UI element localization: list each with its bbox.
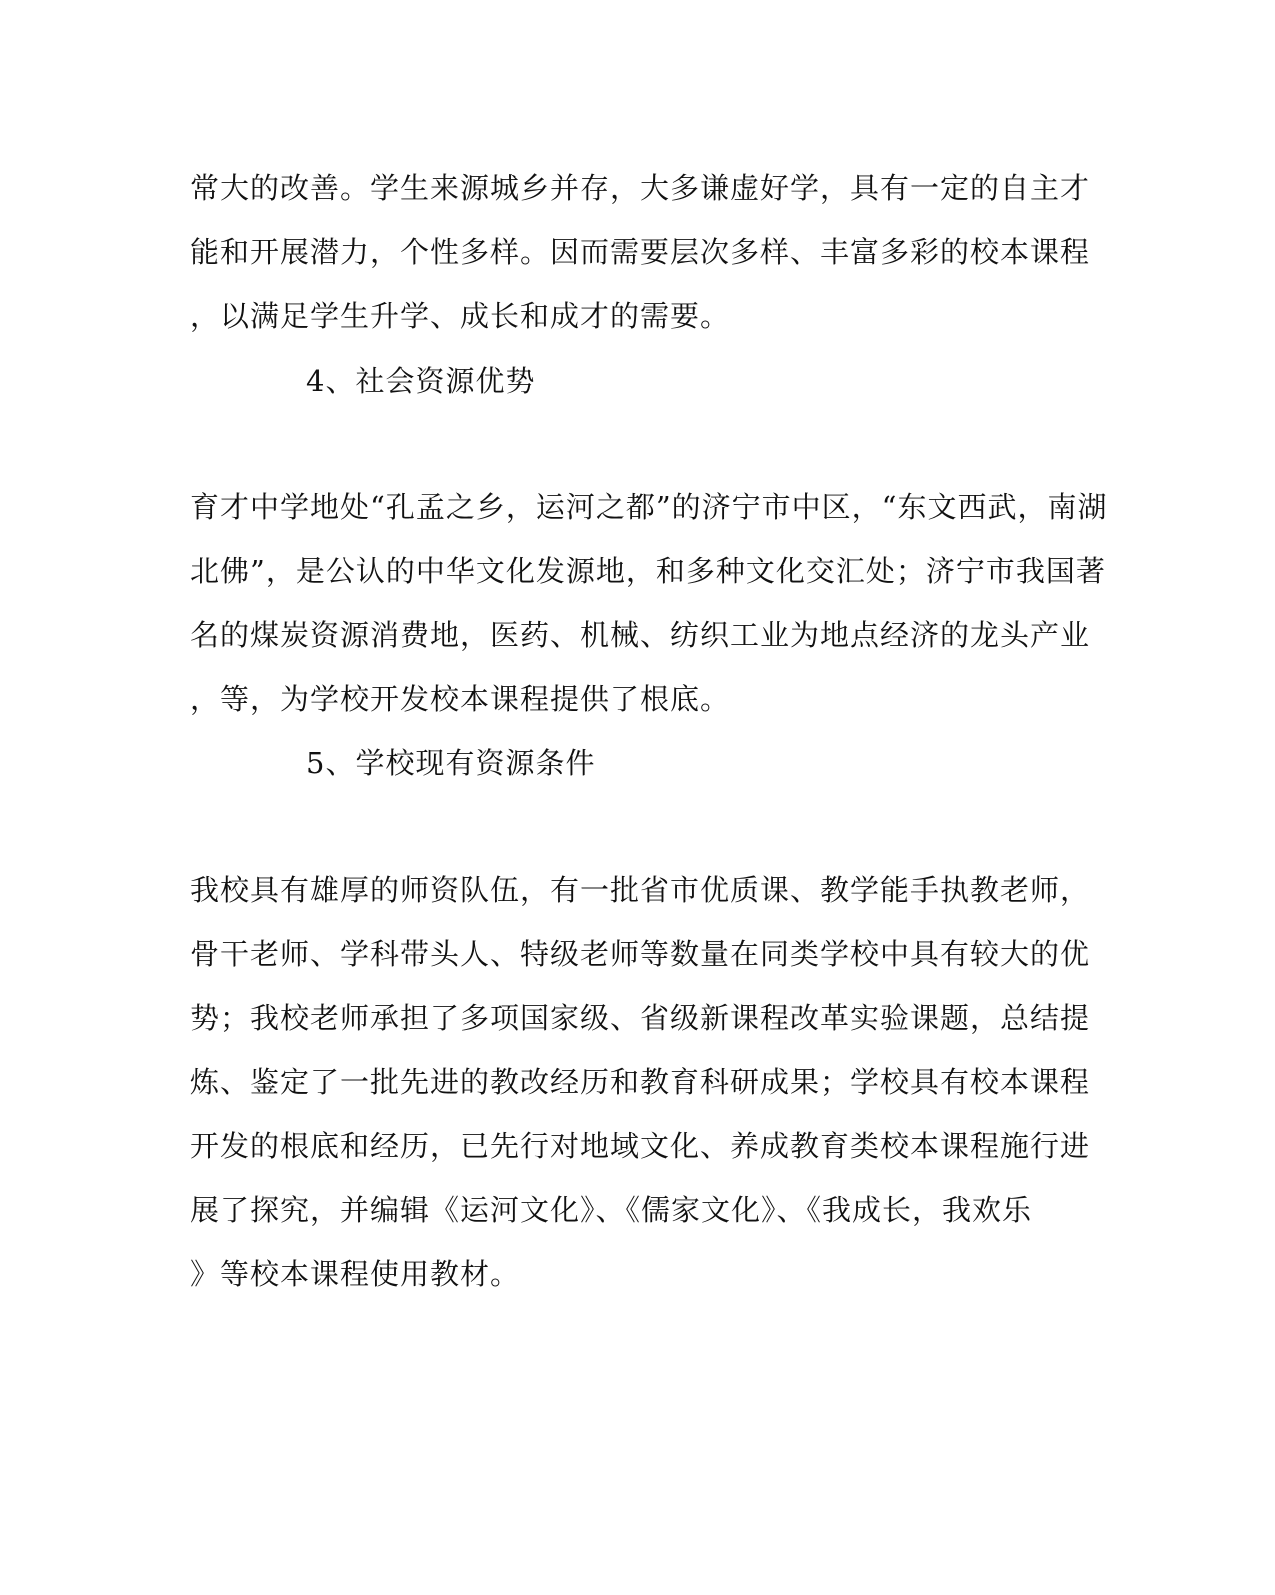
paragraph-line: 势；我校老师承担了多项国家级、省级新课程改革实验课题，总结提 bbox=[190, 1001, 1091, 1035]
paragraph-line: 骨干老师、学科带头人、特级老师等数量在同类学校中具有较大的优 bbox=[190, 937, 1091, 971]
paragraph-line: ，等，为学校开发校本课程提供了根底。 bbox=[190, 682, 731, 716]
paragraph-line: 我校具有雄厚的师资队伍，有一批省市优质课、教学能手执教老师， bbox=[190, 873, 1091, 907]
paragraph-line: 名的煤炭资源消费地，医药、机械、纺织工业为地点经济的龙头产业 bbox=[190, 618, 1091, 652]
paragraph-line: ，以满足学生升学、成长和成才的需要。 bbox=[190, 299, 731, 333]
paragraph-line: 北佛”，是公认的中华文化发源地，和多种文化交汇处；济宁市我国著 bbox=[190, 554, 1106, 588]
paragraph-line: 》等校本课程使用教材。 bbox=[190, 1257, 521, 1291]
paragraph-line: 展了探究，并编辑《运河文化》、《儒家文化》、《我成长，我欢乐 bbox=[190, 1193, 1033, 1227]
section-heading-4: 4、社会资源优势 bbox=[306, 364, 536, 398]
section-heading-5: 5、学校现有资源条件 bbox=[306, 746, 596, 780]
paragraph-line: 常大的改善。学生来源城乡并存，大多谦虚好学，具有一定的自主才 bbox=[190, 171, 1091, 205]
paragraph-line: 炼、鉴定了一批先进的教改经历和教育科研成果；学校具有校本课程 bbox=[190, 1065, 1091, 1099]
paragraph-line: 开发的根底和经历，已先行对地域文化、养成教育类校本课程施行进 bbox=[190, 1129, 1091, 1163]
paragraph-line: 能和开展潜力，个性多样。因而需要层次多样、丰富多彩的校本课程 bbox=[190, 235, 1091, 269]
paragraph-line: 育才中学地处“孔孟之乡，运河之都”的济宁市中区，“东文西武，南湖 bbox=[190, 490, 1108, 524]
